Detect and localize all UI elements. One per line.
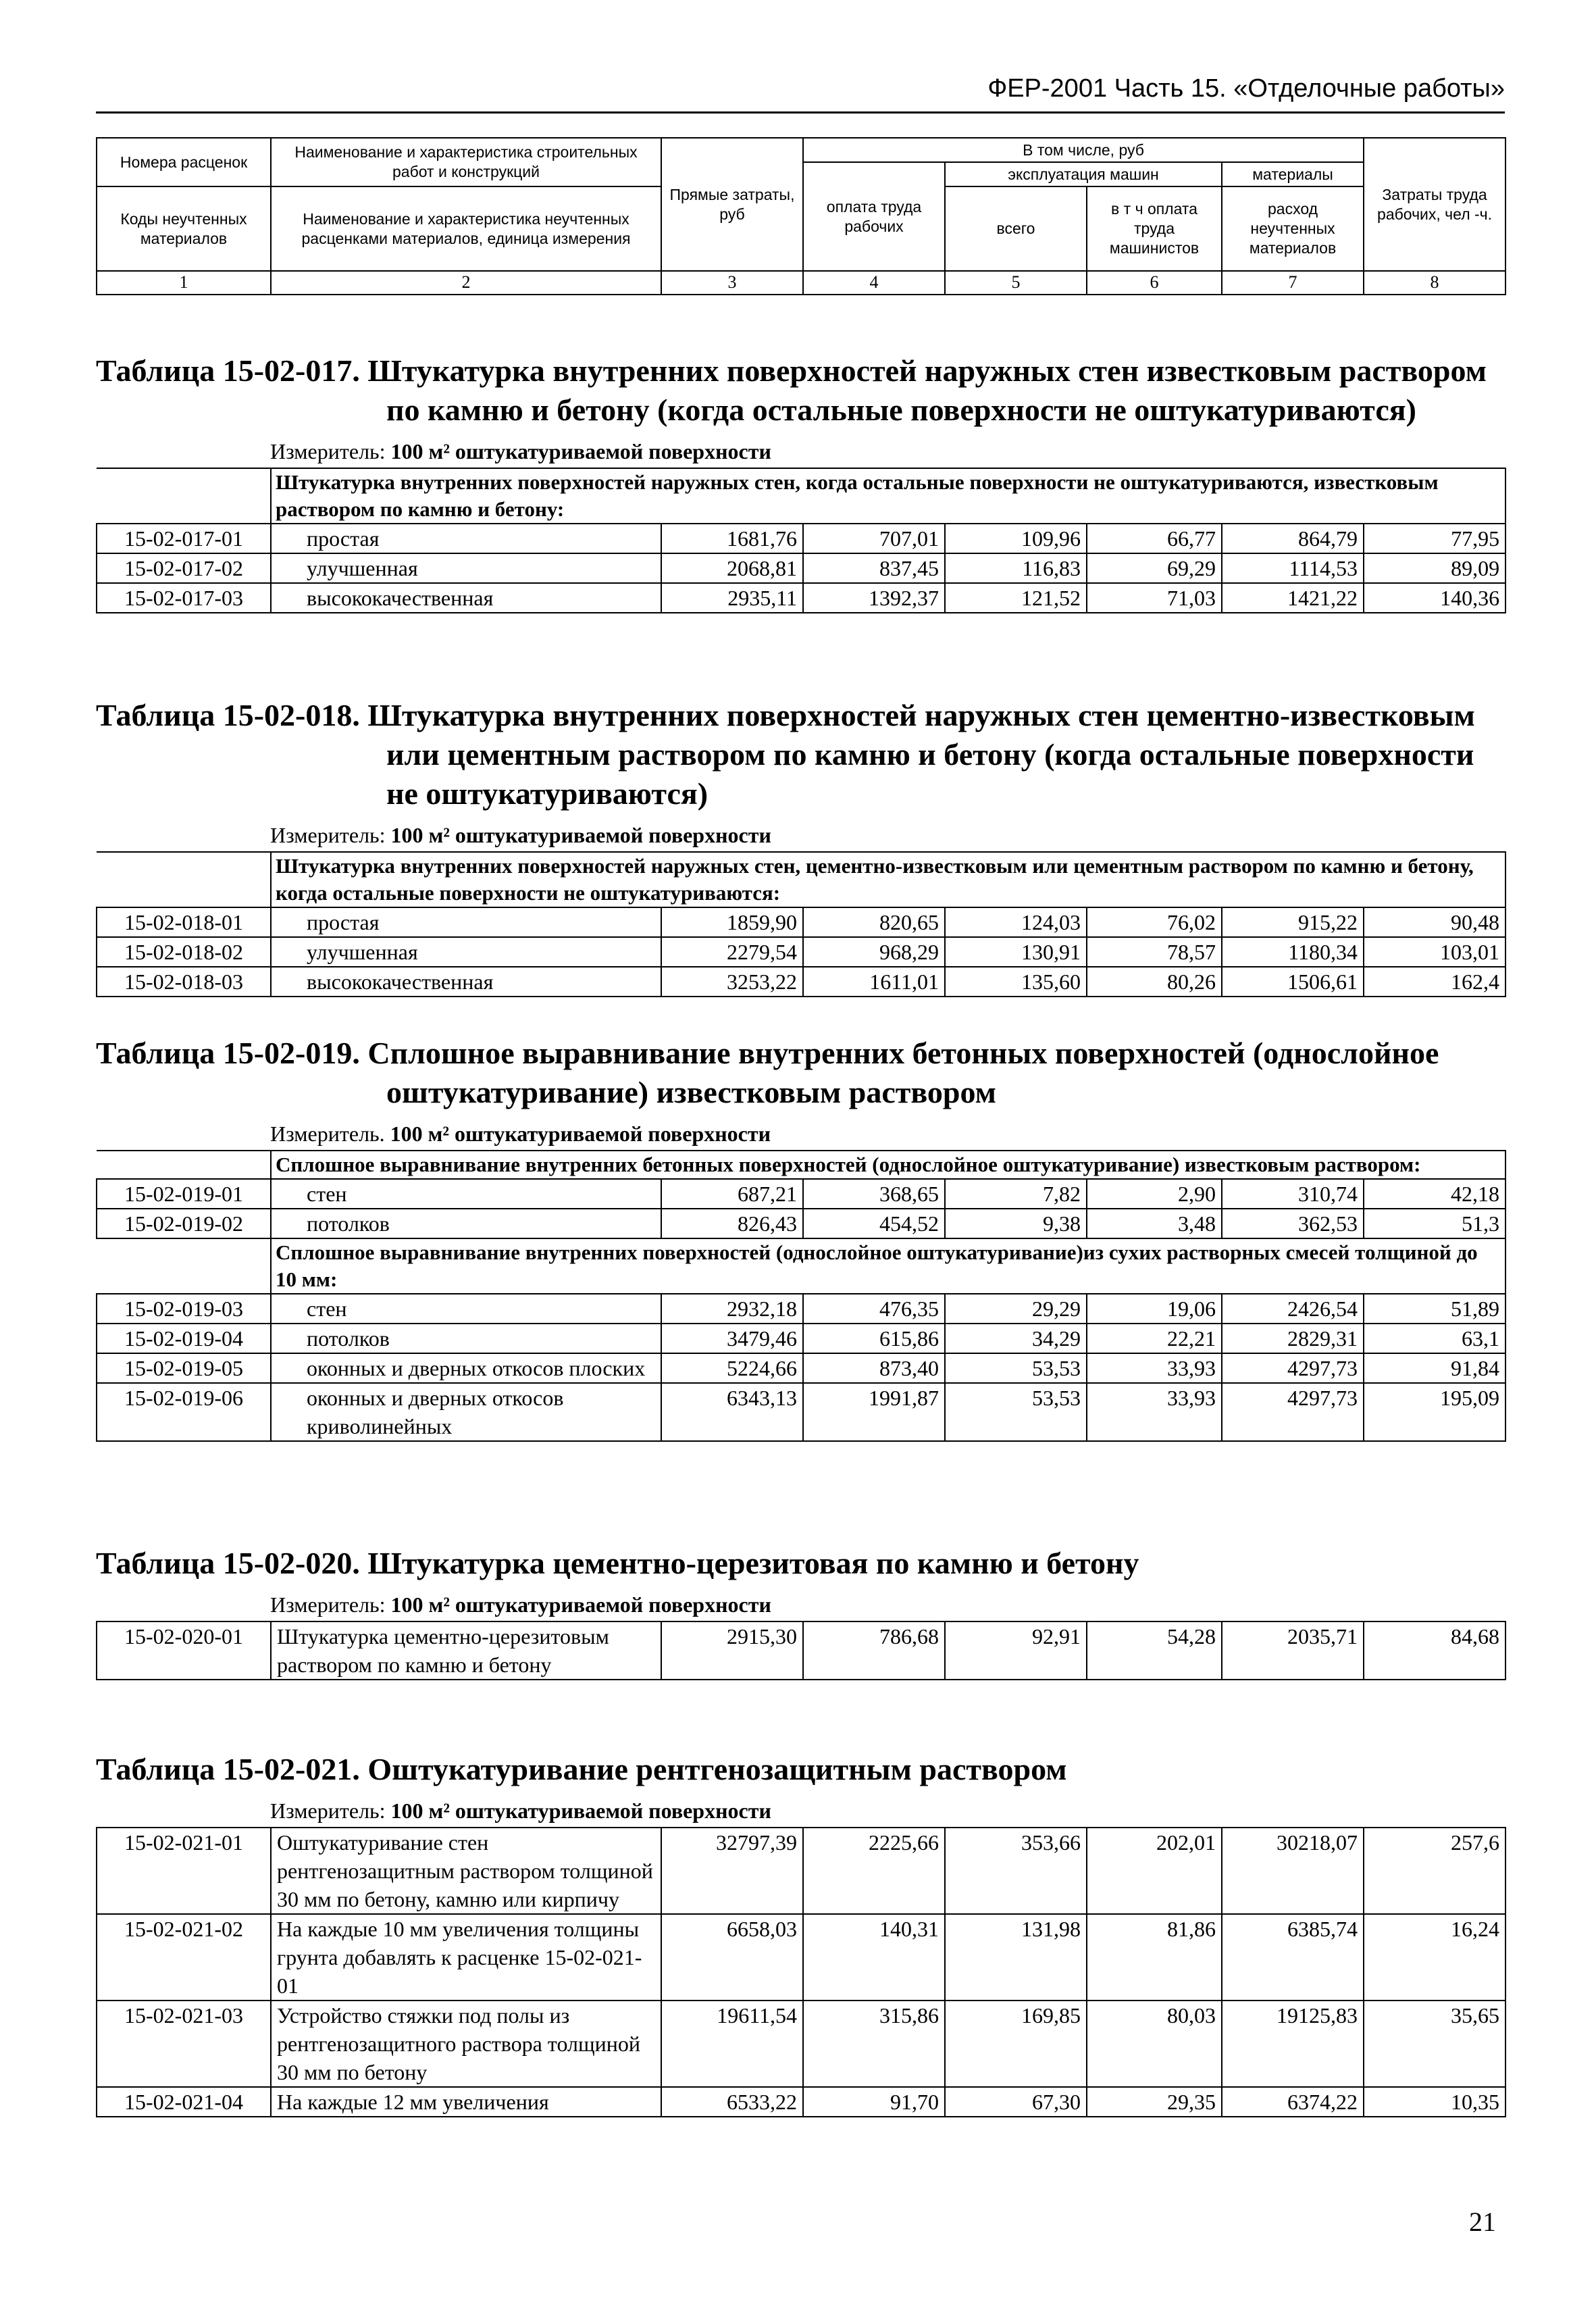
column-header-table (96, 137, 1506, 295)
col-num-2: 2 (271, 271, 661, 295)
work-name: улучшенная (271, 553, 661, 583)
value-c5: 135,60 (945, 967, 1087, 997)
header-materials-use: расход неучтенных материалов (1222, 186, 1364, 271)
value-c8: 84,68 (1364, 1621, 1505, 1680)
value-c5: 29,29 (945, 1294, 1087, 1324)
table-title: Таблица 15-02-020. Штукатурка цементно-церезитовая по камню и бетону (96, 1546, 1139, 1580)
table-row (97, 583, 1505, 613)
value-c5: 9,38 (945, 1209, 1087, 1238)
value-c3: 6533,22 (661, 2087, 803, 2117)
measure-prefix: Измеритель. (270, 1122, 385, 1146)
value-c4: 315,86 (803, 2001, 945, 2087)
table-title: Таблица 15-02-018. Штукатурка внутренних поверхностей наружных стен цементно-известковым или цементным раствором по камню и бетону (когда остальные поверхности не оштукатуриваются) (96, 698, 1475, 811)
work-name: стен (271, 1179, 661, 1209)
work-name: потолков (271, 1209, 661, 1238)
value-c3: 2932,18 (661, 1294, 803, 1324)
measure-prefix: Измеритель: (270, 1592, 386, 1617)
work-name: стен (271, 1294, 661, 1324)
value-c3: 1859,90 (661, 907, 803, 937)
value-c6: 202,01 (1087, 1828, 1222, 1914)
value-c7: 1421,22 (1222, 583, 1364, 613)
measure-unit (96, 1122, 1505, 1150)
value-c6: 2,90 (1087, 1179, 1222, 1209)
work-name: простая (271, 524, 661, 553)
value-c5: 121,52 (945, 583, 1087, 613)
value-c5: 116,83 (945, 553, 1087, 583)
value-c3: 19611,54 (661, 2001, 803, 2087)
measure-value: 100 м² оштукатуриваемой поверхности (390, 1122, 771, 1146)
value-c8: 77,95 (1364, 524, 1505, 553)
work-name: На каждые 10 мм увеличения толщины грунта добавлять к расценке 15-02-021-01 (271, 1914, 661, 2001)
work-name: улучшенная (271, 937, 661, 967)
col-num-4: 4 (803, 271, 945, 295)
group-heading-row (97, 1151, 1505, 1179)
header-machines-total: всего (945, 186, 1087, 271)
section-table-15-02-021 (96, 1750, 1505, 2117)
value-c4: 786,68 (803, 1621, 945, 1680)
value-c3: 1681,76 (661, 524, 803, 553)
value-c8: 16,24 (1364, 1914, 1505, 2001)
measure-value: 100 м² оштукатуриваемой поверхности (390, 823, 771, 847)
measure-unit (96, 1592, 1505, 1621)
rate-code: 15-02-018-03 (97, 967, 271, 997)
header-codes: Номера расценок (97, 138, 271, 186)
rate-code: 15-02-017-02 (97, 553, 271, 583)
table-row (97, 1324, 1505, 1353)
value-c6: 69,29 (1087, 553, 1222, 583)
header-labor-cost: Затраты труда рабочих, чел -ч. (1364, 138, 1505, 271)
rate-code: 15-02-018-01 (97, 907, 271, 937)
value-c6: 33,93 (1087, 1353, 1222, 1383)
col-num-1: 1 (97, 271, 271, 295)
value-c4: 476,35 (803, 1294, 945, 1324)
rate-code: 15-02-017-03 (97, 583, 271, 613)
measure-value: 100 м² оштукатуриваемой поверхности (390, 1799, 771, 1823)
value-c4: 707,01 (803, 524, 945, 553)
value-c7: 6385,74 (1222, 1914, 1364, 2001)
measure-value: 100 м² оштукатуриваемой поверхности (390, 1592, 771, 1617)
value-c3: 6658,03 (661, 1914, 803, 2001)
group-heading: Сплошное выравнивание внутренних бетонных поверхностей (однослойное оштукатуривание) известковым раствором: (271, 1151, 1505, 1179)
value-c3: 2068,81 (661, 553, 803, 583)
value-c8: 35,65 (1364, 2001, 1505, 2087)
value-c5: 7,82 (945, 1179, 1087, 1209)
value-c4: 873,40 (803, 1353, 945, 1383)
value-c3: 687,21 (661, 1179, 803, 1209)
section-table-15-02-017 (96, 351, 1505, 613)
rates-table (96, 1827, 1506, 2117)
value-c6: 76,02 (1087, 907, 1222, 937)
work-name: Штукатурка цементно-церезитовым раствором по камню и бетону (271, 1621, 661, 1680)
value-c7: 2035,71 (1222, 1621, 1364, 1680)
rate-code: 15-02-021-01 (97, 1828, 271, 1914)
value-c5: 92,91 (945, 1621, 1087, 1680)
group-blank-cell (97, 1238, 271, 1294)
group-blank-cell (97, 1151, 271, 1179)
value-c5: 67,30 (945, 2087, 1087, 2117)
value-c4: 968,29 (803, 937, 945, 967)
header-rule (96, 111, 1505, 114)
header-labor-pay: оплата труда рабочих (803, 162, 945, 271)
measure-unit (96, 1799, 1505, 1827)
value-c8: 51,89 (1364, 1294, 1505, 1324)
col-num-5: 5 (945, 271, 1087, 295)
value-c3: 826,43 (661, 1209, 803, 1238)
table-row (97, 1383, 1505, 1441)
value-c7: 1180,34 (1222, 937, 1364, 967)
rate-code: 15-02-021-03 (97, 2001, 271, 2087)
section-table-15-02-018 (96, 696, 1505, 997)
value-c5: 169,85 (945, 2001, 1087, 2087)
col-num-8: 8 (1364, 271, 1505, 295)
header-name: Наименование и характеристика строительных работ и конструкций (271, 138, 661, 186)
value-c6: 80,03 (1087, 2001, 1222, 2087)
measure-unit (96, 439, 1505, 468)
value-c7: 915,22 (1222, 907, 1364, 937)
header-direct-costs: Прямые затраты, руб (661, 138, 803, 271)
rate-code: 15-02-020-01 (97, 1621, 271, 1680)
value-c6: 54,28 (1087, 1621, 1222, 1680)
table-row (97, 2087, 1505, 2117)
value-c7: 864,79 (1222, 524, 1364, 553)
rate-code: 15-02-021-02 (97, 1914, 271, 2001)
rate-code: 15-02-019-03 (97, 1294, 271, 1324)
value-c3: 2915,30 (661, 1621, 803, 1680)
table-row (97, 967, 1505, 997)
value-c6: 80,26 (1087, 967, 1222, 997)
value-c5: 53,53 (945, 1353, 1087, 1383)
table-row (97, 937, 1505, 967)
section-table-15-02-019 (96, 1034, 1505, 1442)
table-row (97, 553, 1505, 583)
running-head: ФЕР-2001 Часть 15. «Отделочные работы» (987, 74, 1505, 103)
value-c6: 71,03 (1087, 583, 1222, 613)
value-c8: 140,36 (1364, 583, 1505, 613)
value-c5: 353,66 (945, 1828, 1087, 1914)
value-c4: 1611,01 (803, 967, 945, 997)
rate-code: 15-02-019-05 (97, 1353, 271, 1383)
value-c6: 22,21 (1087, 1324, 1222, 1353)
value-c7: 2829,31 (1222, 1324, 1364, 1353)
value-c5: 131,98 (945, 1914, 1087, 2001)
table-row (97, 1914, 1505, 2001)
rate-code: 15-02-019-06 (97, 1383, 271, 1441)
value-c6: 3,48 (1087, 1209, 1222, 1238)
value-c7: 2426,54 (1222, 1294, 1364, 1324)
value-c8: 89,09 (1364, 553, 1505, 583)
measure-prefix: Измеритель: (270, 1799, 386, 1823)
value-c4: 615,86 (803, 1324, 945, 1353)
table-row (97, 1179, 1505, 1209)
table-row (97, 1353, 1505, 1383)
value-c7: 30218,07 (1222, 1828, 1364, 1914)
measure-value: 100 м² оштукатуриваемой поверхности (390, 439, 771, 463)
value-c7: 4297,73 (1222, 1383, 1364, 1441)
rate-code: 15-02-018-02 (97, 937, 271, 967)
header-in-total: В том числе, руб (803, 138, 1364, 162)
work-name: высококачественная (271, 967, 661, 997)
value-c4: 1392,37 (803, 583, 945, 613)
value-c5: 124,03 (945, 907, 1087, 937)
table-row (97, 1828, 1505, 1914)
value-c8: 195,09 (1364, 1383, 1505, 1441)
work-name: высококачественная (271, 583, 661, 613)
value-c8: 90,48 (1364, 907, 1505, 937)
header-materials: материалы (1222, 162, 1364, 186)
value-c8: 91,84 (1364, 1353, 1505, 1383)
rate-code: 15-02-017-01 (97, 524, 271, 553)
value-c4: 368,65 (803, 1179, 945, 1209)
rate-code: 15-02-019-02 (97, 1209, 271, 1238)
value-c7: 4297,73 (1222, 1353, 1364, 1383)
work-name: простая (271, 907, 661, 937)
value-c6: 19,06 (1087, 1294, 1222, 1324)
work-name: потолков (271, 1324, 661, 1353)
value-c6: 66,77 (1087, 524, 1222, 553)
work-name: оконных и дверных откосов плоских (271, 1353, 661, 1383)
table-row (97, 524, 1505, 553)
table-title: Таблица 15-02-019. Сплошное выравнивание внутренних бетонных поверхностей (однослойное оштукатуривание) известковым раствором (96, 1036, 1439, 1109)
section-table-15-02-020 (96, 1544, 1505, 1680)
value-c8: 51,3 (1364, 1209, 1505, 1238)
table-title: Таблица 15-02-021. Оштукатуривание рентгенозащитным раствором (96, 1752, 1067, 1786)
header-machinist-pay: в т ч оплата труда машинистов (1087, 186, 1222, 271)
rates-table (96, 468, 1506, 613)
measure-prefix: Измеритель: (270, 823, 386, 847)
value-c8: 103,01 (1364, 937, 1505, 967)
work-name: На каждые 12 мм увеличения (271, 2087, 661, 2117)
work-name: Устройство стяжки под полы из рентгенозащитного раствора толщиной 30 мм по бетону (271, 2001, 661, 2087)
value-c7: 1114,53 (1222, 553, 1364, 583)
value-c8: 42,18 (1364, 1179, 1505, 1209)
value-c7: 362,53 (1222, 1209, 1364, 1238)
value-c3: 2279,54 (661, 937, 803, 967)
value-c4: 1991,87 (803, 1383, 945, 1441)
work-name: оконных и дверных откосов криволинейных (271, 1383, 661, 1441)
col-num-7: 7 (1222, 271, 1364, 295)
measure-prefix: Измеритель: (270, 439, 386, 463)
group-blank-cell (97, 852, 271, 907)
value-c6: 33,93 (1087, 1383, 1222, 1441)
value-c7: 19125,83 (1222, 2001, 1364, 2087)
header-machines: эксплуатация машин (945, 162, 1222, 186)
table-row (97, 1209, 1505, 1238)
group-heading: Сплошное выравнивание внутренних поверхностей (однослойное оштукатуривание)из сухих растворных смесей толщиной до 10 мм: (271, 1238, 1505, 1294)
value-c4: 91,70 (803, 2087, 945, 2117)
value-c3: 5224,66 (661, 1353, 803, 1383)
value-c7: 6374,22 (1222, 2087, 1364, 2117)
value-c4: 2225,66 (803, 1828, 945, 1914)
value-c7: 310,74 (1222, 1179, 1364, 1209)
value-c3: 3253,22 (661, 967, 803, 997)
rate-code: 15-02-019-04 (97, 1324, 271, 1353)
work-name: Оштукатуривание стен рентгенозащитным раствором толщиной 30 мм по бетону, камню или кирпичу (271, 1828, 661, 1914)
value-c8: 257,6 (1364, 1828, 1505, 1914)
group-heading-row (97, 852, 1505, 907)
value-c4: 140,31 (803, 1914, 945, 2001)
value-c3: 2935,11 (661, 583, 803, 613)
measure-unit (96, 823, 1505, 851)
value-c5: 34,29 (945, 1324, 1087, 1353)
table-row (97, 2001, 1505, 2087)
col-num-3: 3 (661, 271, 803, 295)
group-heading: Штукатурка внутренних поверхностей наружных стен, цементно-известковым или цементным раствором по камню и бетону, когда остальные поверхности не оштукатуриваются: (271, 852, 1505, 907)
value-c4: 820,65 (803, 907, 945, 937)
value-c4: 454,52 (803, 1209, 945, 1238)
value-c3: 3479,46 (661, 1324, 803, 1353)
value-c5: 130,91 (945, 937, 1087, 967)
rate-code: 15-02-021-04 (97, 2087, 271, 2117)
group-heading: Штукатурка внутренних поверхностей наружных стен, когда остальные поверхности не оштукатуриваются, известковым раствором по камню и бетону: (271, 468, 1505, 524)
group-heading-row (97, 468, 1505, 524)
value-c6: 78,57 (1087, 937, 1222, 967)
rates-table (96, 1621, 1506, 1680)
value-c3: 6343,13 (661, 1383, 803, 1441)
table-title: Таблица 15-02-017. Штукатурка внутренних поверхностей наружных стен известковым раствором по камню и бетону (когда остальные поверхности не оштукатуриваются) (96, 353, 1487, 427)
group-heading-row (97, 1238, 1505, 1294)
rate-code: 15-02-019-01 (97, 1179, 271, 1209)
value-c3: 32797,39 (661, 1828, 803, 1914)
value-c5: 53,53 (945, 1383, 1087, 1441)
header-material-codes: Коды неучтенных материалов (97, 186, 271, 271)
value-c5: 109,96 (945, 524, 1087, 553)
group-blank-cell (97, 468, 271, 524)
rates-table (96, 851, 1506, 997)
table-row (97, 1294, 1505, 1324)
value-c7: 1506,61 (1222, 967, 1364, 997)
col-num-6: 6 (1087, 271, 1222, 295)
value-c6: 81,86 (1087, 1914, 1222, 2001)
header-material-names: Наименование и характеристика неучтенных расценками материалов, единица измерения (271, 186, 661, 271)
value-c8: 10,35 (1364, 2087, 1505, 2117)
value-c4: 837,45 (803, 553, 945, 583)
page-number: 21 (1469, 2207, 1496, 2237)
table-row (97, 1621, 1505, 1680)
rates-table (96, 1150, 1506, 1442)
value-c8: 63,1 (1364, 1324, 1505, 1353)
value-c6: 29,35 (1087, 2087, 1222, 2117)
table-row (97, 907, 1505, 937)
value-c8: 162,4 (1364, 967, 1505, 997)
